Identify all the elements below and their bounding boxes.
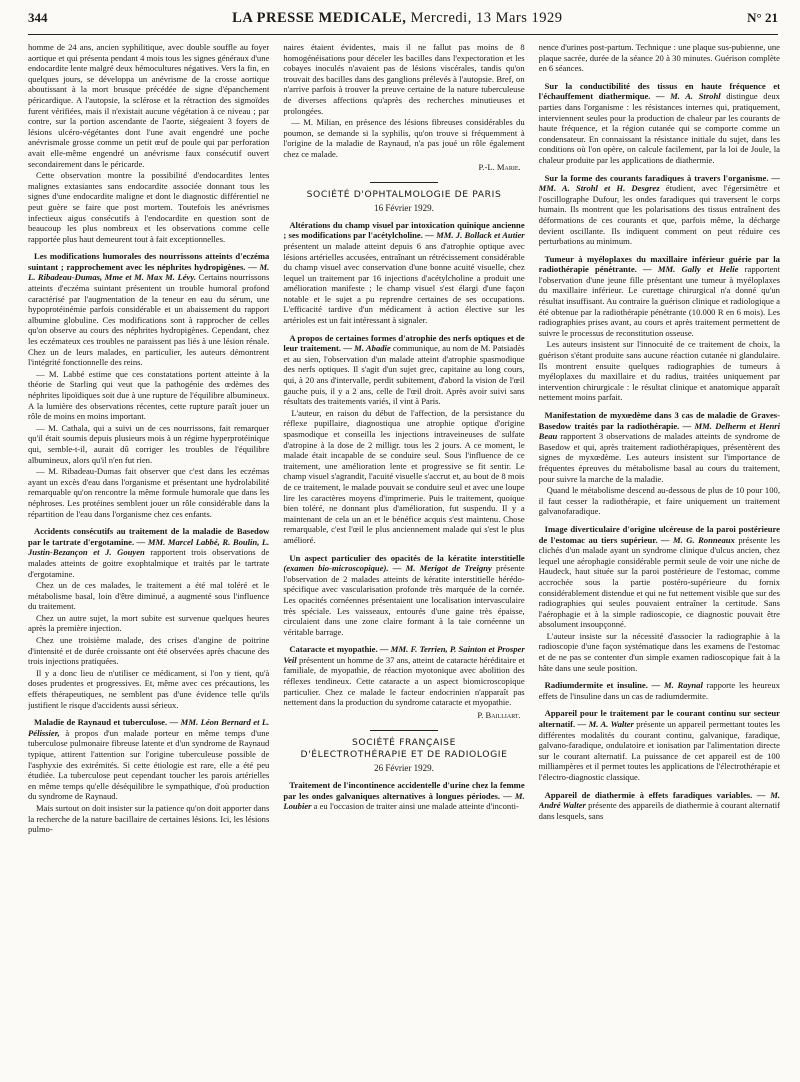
paragraph: — M. Cathala, qui a suivi un de ces nourrissons, fait remarquer qu'il était soumis depuis plusieurs mois à un régime hyperprotéinique qui, semble-t-il, aurait dû corriger les troubles de l'équilibre albumineux, alors qu'il n'en fut rien. xyxy=(28,422,270,465)
article-title: Traitement de l'incontinence accidentelle d'urine chez la femme par les ondes galvaniques alternatives à longues périodes. xyxy=(283,780,525,801)
article-title: Accidents consécutifs au traitement de la maladie de Basedow par le tartrate d'ergotamine. xyxy=(28,526,270,547)
session-date: 16 Février 1929. xyxy=(374,203,434,214)
issue-date: Mercredi, 13 Mars 1929 xyxy=(410,10,563,26)
paragraph: L'auteur insiste sur la nécessité d'associer la radiographie à la radioscopie d'une façon systématique dans les examens de l'estomac et de ne pas se contenter d'un simple examen radioscopique fait à la hâte dans une seule position. xyxy=(538,630,780,673)
article-text: à propos d'un malade porteur en même temps d'une tuberculose pulmonaire fibreuse latente et d'un syndrome de Raynaud typique, attirent l'attention sur l'origine tuberculeuse possible de l'asphyxie des extrémités. Si cette étiologie est rare, elle a été peu étudiée. La tuberculose peut cependant toucher les parois artérielles en même temps qu'elle déséquilibre le sympathique, d'où production du syndrome de Raynaud. xyxy=(28,727,270,802)
article-heading xyxy=(539,81,780,166)
article-title: Manifestation de myxœdème dans 3 cas de maladie de Graves-Basedow traités par la radiothérapie. xyxy=(538,410,780,431)
article-title: Radiumdermite et insuline. xyxy=(544,680,648,691)
article-title: A propos de certaines formes d'atrophie des nerfs optiques et de leur traitement. xyxy=(283,332,525,354)
article-heading xyxy=(28,717,269,802)
column-3 xyxy=(539,42,780,1072)
paragraph: Cette observation montre la possibilité d'endocardites lentes malignes extasiantes sans endocardite associée donnant tous les signes d'une endocardite maligne et dont le diagnostic différentiel ne peut guère se faire que post mortem. Toutefois les anévrismes infectieux aigus consécutifs à l'endocardite en question sont de beaucoup les plus nombreux et les observations comme celle rapportée plus haut demeurent tout à fait exceptionnelles. xyxy=(28,170,270,244)
article-heading xyxy=(28,251,269,368)
article-title: Sur la forme des courants faradiques à travers l'organisme. xyxy=(544,172,769,183)
paragraph: nence d'urines post-partum. Technique : une plaque sus-pubienne, une plaque sacrée, durée de la séance 20 à 30 minutes. Guérison complète en 6 séances. xyxy=(538,42,780,74)
paragraph: Chez une troisième malade, des crises d'angine de poitrine d'intensité et de durée croissante ont été observées après chacune des trois injections pratiquées. xyxy=(28,635,270,667)
paragraph: Chez un de ces malades, le traitement a été mal toléré et le métabolisme basal, loin d'être diminué, a augmenté sous l'influence du traitement. xyxy=(28,580,270,612)
paragraph: Quand le métabolisme descend au-dessous de plus de 10 pour 100, il faut cesser la radiothérapie, et faire uniquement un traitement galvanofaradique. xyxy=(538,485,780,517)
article-text: rapportent 3 observations de malades atteints de syndrome de Basedow et qui, après traitement radiothérapiques, présentèrent des signes de myxœdème. Les auteurs insistent sur l'importance de fréquentes épreuves du métabolisme basal au cours du traitement, pour suivre la marche de la maladie. xyxy=(538,431,780,484)
article-heading xyxy=(539,524,780,630)
article-heading xyxy=(28,526,269,579)
article-authors: — M. Loubier xyxy=(283,790,525,812)
paragraph: — M. Ribadeau-Dumas fait observer que c'est dans les eczémas ayant un excès d'eau dans l'organisme et présentant une hydrolabilité remarquable qu'on rencontre la même formule humorale que dans les néphroses. Les protéines semblent jouer un rôle considérable dans la répartition de l'eau dans l'organisme chez ces enfants. xyxy=(28,466,270,519)
society-heading-line2: D'ÉLECTROTHÉRAPIE ET DE RADIOLOGIE xyxy=(300,749,508,761)
article-authors: — MM. Léon Bernard et L. Pélissier, xyxy=(28,717,270,738)
society-heading xyxy=(283,737,524,761)
paragraph: Il y a donc lieu de n'utiliser ce médicament, si l'on y tient, qu'à doses prudentes et progressives. Et, même avec ces précautions, les effets thérapeutiques, ne semblent pas d'une évidence telle qu'ils justifient le risque d'accidents aussi sérieux. xyxy=(28,667,270,710)
article-heading xyxy=(539,254,780,339)
article-title: Cataracte et myopathie. xyxy=(289,644,378,655)
article-heading xyxy=(539,680,780,701)
article-authors: — M. G. Ronneaux xyxy=(657,534,735,545)
paragraph: Les auteurs insistent sur l'innocuité de ce traitement de choix, la guérison s'étant produite sans aucune réaction cutanée ni glandulaire. Ils montrent ensuite quelques radiographies de tumeurs à myéloplaxes du maxillaire et du radius, traitées uniquement par intervention chirurgicale : le résultat clinique et anatomique apparaît nettement moins parfait. xyxy=(538,339,780,403)
article-title: Appareil pour le traitement par le courant continu sur secteur alternatif. xyxy=(538,708,780,730)
article-authors: — M. Raynal xyxy=(647,680,703,691)
paragraph: — M. Labbé estime que ces constatations portent atteinte à la théorie de Starling qui veut que la pathogénie des œdèmes des néphrites lipoïdiques soit due à une rupture de l'équilibre albumineux. A la lumière des observations récentes, cette rupture paraît jouer un rôle de moins en moins important. xyxy=(28,368,270,422)
paragraph: L'auteur, en raison du début de l'affection, de la persistance du réflexe pupillaire, diagnostiqua une atrophie optique d'origine spasmodique et conseilla les injections intraveineuses de sulfate d'atropine à la dose de 2 milligr. tous les 2 jours. A ce moment, le malade était incapable de se conduire seul. Sous l'influence de ce traitement, une amélioration lente et progressive se fit sentir. Le champ visuel s'agrandit, l'acuité visuelle s'accrut et, au bout de 8 mois de ce traitement, le malade pouvait se conduire seul et avec une loupe lire les caractères moyens d'imprimerie. Puis le traitement, quoique bien toléré, ne donnant plus d'amélioration, fut suspendu. Il y a maintenant de cela un an et le bénéfice acquis s'est maintenu. Chose remarquable, c'est l'œil le plus anciennement malade qui s'est le plus amélioré. xyxy=(283,407,525,545)
article-title: Un aspect particulier des opacités de la kératite interstitielle xyxy=(289,552,525,563)
paragraph: homme de 24 ans, ancien syphilitique, avec double souffle au foyer aortique et qui présenta pendant 4 mois tous les signes généraux d'une endocardite lente malgré deux hémocultures négatives. Vers la fin, en quelques jours, se développa un anévrisme de la crosse aortique aboutissant à la mort brusque précédée de signe d'épanchement péricardique. A l'autopsie, la sclérose et la rétraction des sigmoïdes furent vérifiées, mais il n'existait aucune végétation à ce niveau ; par contre, sur la portion ascendante de l'aorte, siégeaient 3 foyers de lésions ulcéro-végétantes dont l'une avait engendré une poche anévrismale grosse comme un petit œuf de poule qui par perforation avait elle-même engendré un anévrisme faux consécutif ouvert secondairement dans le péricarde. xyxy=(28,42,270,169)
section-rule xyxy=(370,730,438,731)
article-title: Les modifications humorales des nourrissons atteints d'eczéma suintant ; rapprochement avec les néphrites hydropigènes. xyxy=(28,251,270,272)
column-2 xyxy=(283,42,524,1072)
article-columns xyxy=(28,42,780,1072)
article-text: présentent un homme de 37 ans, atteint de cataracte héréditaire et familiale, de myopathie, de réaction myotonique avec abolition des réflexes tendineux. Cette cataracte a un aspect biomicroscopique particulier. Chez ce malade le facteur endocrinien n'apparaît pas nettement dans la production du syndrome cataracte et myopathie. xyxy=(283,654,525,708)
article-title: Maladie de Raynaud et tuberculose. xyxy=(34,717,168,728)
article-text: rapporte les heureux effets de l'insuline dans un cas de radiumdermite. xyxy=(538,680,780,701)
article-authors: — M. L. Ribadeau-Dumas, Mme et M. Max M. Lévy. xyxy=(28,261,270,283)
masthead-title xyxy=(232,10,562,27)
article-heading xyxy=(283,553,524,638)
article-text: rapportent l'observation d'une jeune fille présentant une tumeur à myéloplaxes du maxillaire inférieur. Le curettage chirurgical n'a donné qu'un résultat insuffisant. Au contraire la guérison clinique et radiologique a été obtenue par la radiothérapie pénétrante (10.000 R en 6 mois). Les radiographies prises avant, au cours et après traitement permettent de suivre le processus de reconstitution osseuse. xyxy=(538,264,780,338)
journal-name: LA PRESSE MEDICALE, xyxy=(232,10,407,26)
society-heading: SOCIÉTÉ D'OPHTALMOLOGIE DE PARIS xyxy=(306,189,502,201)
article-heading xyxy=(283,644,524,708)
article-heading xyxy=(283,220,524,326)
article-title: Sur la conductibilité des tissus en haute fréquence et l'échauffement diathermique. xyxy=(538,80,780,102)
article-title: Altérations du champ visuel par intoxication quinique ancienne ; ses modifications par l'acétylcholine. xyxy=(283,219,525,241)
article-text: rapportent trois observations de malades atteints de goitre exophtalmique et traités par le tartrate d'ergotamine. xyxy=(28,547,270,579)
article-authors: — MM. F. Terrien, P. Sainton et Prosper Veil xyxy=(283,644,525,665)
article-text: distingue deux parties dans l'organisme : les résistances internes qui, pratiquement, interviennent seules pour la production de chaleur par les courants de haute fréquence, et la région cutanée qui se comporte comme un condensateur. En connaissant la résistance initiale du sujet, dans les conditions où l'on opère, on calcule facilement, par la loi de Joule, la chaleur produite par les applications de diathermie. xyxy=(538,91,780,165)
session-date: 26 Février 1929. xyxy=(374,763,434,774)
article-authors: — M. Abadie xyxy=(341,343,391,354)
article-text: communique, au nom de M. Patsiadès et au sien, l'observation d'un malade atteint d'atrophie spasmodique des nerfs optiques. Il s'agit d'un sujet grec, capitaine au long cours, qui, à 20 ans d'intervalle, perdit subitement, d'abord la vision de l'œil gauche puis, il y a 2 ans, celle de l'œil droit. Après avoir suivi sans résultats des traitements variés, il vint à Paris. xyxy=(283,343,525,407)
author-signature: P. Bailliart. xyxy=(477,709,521,720)
article-title: Image diverticulaire d'origine ulcéreuse de la paroi postérieure de l'estomac au tiers supérieur. xyxy=(538,523,780,545)
article-authors: — MM. A. Strohl et H. Desgrez xyxy=(538,172,780,194)
issue-number: N° 21 xyxy=(747,10,778,25)
paragraph: — M. Milian, en présence des lésions fibreuses considérables du poumon, se demande si la syphilis, qu'on trouve si fréquemment à l'origine de la maladie de Raynaud, n'a pas joué un rôle également chez ce malade. xyxy=(283,117,525,159)
article-text: étudient, avec l'égersimètre et l'oscillographe Dufour, les ondes faradiques qui traversent le corps humain. Ils montrent que les polarisations des tissus entraînent des déformations de ces courants et que, parfois même, la décharge devient oscillante. Ils indiquent comment on peut réduire ces perturbations au minimum. xyxy=(538,183,780,247)
column-1 xyxy=(28,42,269,1072)
article-text: présente des appareils de diathermie à courant alternatif dans lesquels, sans xyxy=(538,800,780,821)
article-heading xyxy=(539,173,780,247)
society-heading-line1: SOCIÉTÉ FRANÇAISE xyxy=(351,737,456,749)
paragraph: Mais surtout on doit insister sur la patience qu'on doit apporter dans la recherche de la nature bacillaire de certaines lésions. Ici, les lésions pulmo- xyxy=(28,802,270,835)
article-authors: — MM. J. Bollack et Autier xyxy=(422,230,525,241)
article-heading xyxy=(539,708,780,782)
article-title: Appareil de diathermie à effets faradiques variables. xyxy=(544,789,753,800)
article-authors: — M. A. Walter xyxy=(575,719,634,730)
article-text: présente un appareil permettant toutes les différentes modalités du courant continu, galvanique, faradique, galvano-faradique, ondulatoire et ionisation par l'alimentation directe sur le courant alternatif. La puissance de cet appareil est de 100 milliampères et il permet toutes les applications de l'électrothérapie et l'électro-diagnostic classique. xyxy=(538,719,780,782)
article-text: présentent un malade atteint depuis 6 ans d'atrophie optique avec lésions artérielles accusées, entraînant un rétrécissement considérable du champ visuel avec conservation d'une bonne acuité visuelle, chez lequel un traitement par 16 injections d'acétylcholine a produit une amélioration manifeste ; le champ visuel s'est élargi d'une façon notable et le sujet a pu reprendre certaines de ses occupations. L'efficacité tardive d'un médicament à action élective sur les artérioles est un fait intéressant à signaler. xyxy=(283,240,525,326)
article-heading xyxy=(283,780,524,812)
article-text: présente les clichés d'un malade ayant un syndrome clinique d'ulcus ancien, chez lequel une aérophagie considérable permit seule de voir une niche de Haudeck, haut située sur la paroi postérieure de l'estomac, comme accrochée sous la partie postéro-supérieure du fornix considérablement distendue et qui ne fut nettement visible que sur des radiographies qui seules pouvaient entraîner la certitude. Sans l'aérophagie et à la simple radioscopie, ce diagnostic pouvait être absolument insoupçonné. xyxy=(538,534,780,630)
article-text: Certains nourrissons atteints d'eczéma suintant présentent un trouble humoral profond caractérisé par l'augmentation de la teneur en eau du sérum, une hypoprotéinémie parfois considérable et un abaissement du rapport albumine globuline. Ces modifications sont à rapprocher de celles qu'on observe au cours des néphrites hydropigènes. Cependant, chez les eczémateux ces troubles ne paraissent pas liés à une lésion rénale. Chez un de leurs malades, en particulier, les auteurs démontrent l'intégrité fonctionnelle des reins. xyxy=(28,272,270,368)
article-text: présente l'observation de 2 malades atteints de kératite interstitielle hérédo-spécifique avec vascularisation profonde très marquée de la cornée. Les opacités cornéennes présentaient une localisation intervasculaire très spéciale. Les vaisseaux, entourés d'une gaine très épaisse, circulaient dans une zone claire formant à la taie cornéenne un véritable barrage. xyxy=(283,563,525,637)
article-text: a eu l'occasion de traiter ainsi une malade atteinte d'inconti- xyxy=(311,801,519,812)
article-title: Tumeur à myéloplaxes du maxillaire inférieur guérie par la radiothérapie pénétrante. xyxy=(538,253,780,275)
article-authors: — M. André Walter xyxy=(538,789,780,811)
page-header xyxy=(28,10,778,35)
article-authors: — MM. Gally et Helie xyxy=(636,264,739,275)
paragraph: naires étaient évidentes, mais il ne fallut pas moins de 8 homogénéisations pour déceler les bacilles dans l'expectoration et les cobayes inoculés n'avaient pas de lésions viscérales, tandis qu'on trouvait des bacilles dans des ganglions prélevés à l'autopsie. Bref, on n'arrive parfois à trouver la preuve certaine de la nature tuberculeuse de diverses affections qu'après des recherches minutieuses et prolongées. xyxy=(283,42,525,116)
article-authors: — MM. Marcel Labbé, R. Boulin, L. Justin-Bezançon et J. Gouyen xyxy=(28,536,270,558)
section-rule xyxy=(370,182,438,183)
author-signature: P.-L. Marie. xyxy=(478,161,521,172)
page-number: 344 xyxy=(28,10,48,25)
article-heading xyxy=(539,410,780,484)
paragraph: Chez un autre sujet, la mort subite est survenue quelques heures après la première injection. xyxy=(28,612,270,634)
article-heading xyxy=(539,790,780,822)
article-authors: — M. A. Strohl xyxy=(650,91,721,102)
article-authors: — MM. Delherm et Henri Beau xyxy=(538,420,780,442)
article-authors: (examen bio-microscopique). — M. Merigot de Treigny xyxy=(283,563,492,574)
article-heading xyxy=(283,333,524,407)
